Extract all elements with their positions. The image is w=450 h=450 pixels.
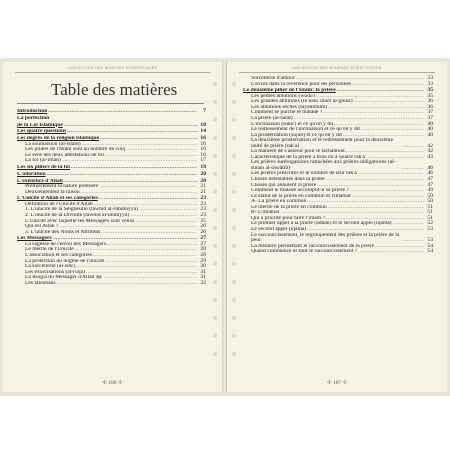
toc-entry-title: La prière (al-salât) [251, 116, 293, 122]
toc-entry-title: Choses détestables dans la prière [251, 177, 325, 183]
toc-entry-title: B- L'imamat [251, 210, 280, 216]
toc-entry-page: 50 [427, 198, 433, 205]
toc-entry-title: Les ablutions sèches (tayammum) [251, 104, 328, 110]
page-number: 187 [332, 380, 342, 386]
header-rule [239, 72, 435, 73]
toc-entry-title: Qui est Allah ? [25, 224, 59, 230]
toc-entry-title: Les degrés de la religion islamique [17, 136, 100, 142]
toc-entry-title: Les exorcisations (al-ruqâ) [25, 269, 85, 275]
toc-left [17, 108, 206, 286]
toc-entry-title: 1. L'unicité de la Seigneurie (tawhîd al-rubûbiyya) [25, 207, 139, 213]
ornament-border-icon: ❁ ❁ ❁ ❁ ❁ ❁ ❁ ❁ ❁ ❁ ❁ ❁ ❁ ❁ ❁ ❁ [231, 82, 237, 358]
toc-entry-page: 18 [200, 164, 206, 171]
dot-leader [47, 172, 197, 178]
dot-leader [48, 109, 197, 115]
toc-entry-title: Quand commence et finit le raccourcissement ? [251, 249, 358, 255]
toc-entry-page: 31 [200, 274, 206, 281]
toc-entry-page: 28 [200, 252, 206, 258]
toc-entry [17, 190, 206, 196]
toc-entry-page: 54 [427, 242, 433, 249]
toc-entry-title: Comment se purifie le malade ? [251, 110, 323, 116]
toc-entry-page: 31 [200, 268, 206, 275]
toc-entry-title: Caractéristique de la prière à trois ou à quatre rak'a [251, 154, 365, 160]
toc-entry-page: 27 [200, 235, 206, 242]
toc-entry-page: 23 [200, 200, 206, 207]
toc-entry-title: Le redressement de l'inclinaison et ce qu'on y dit [251, 127, 360, 133]
page-number-right [227, 380, 447, 386]
toc-entry [17, 172, 206, 178]
toc-entry-title: Le deuxième pilier de l'Islam: la prière [243, 88, 336, 94]
toc-entry-title: La manière de s'asseoir pour le tachahhud [251, 149, 345, 155]
toc-entry-title: Le premier appel à la prière (adhân) et le second appel (iqâma) [251, 221, 392, 227]
toc-entry-title: Les quatre questions [17, 129, 67, 135]
toc-entry-title: L'existence d'Allah [17, 178, 63, 184]
ornament-icon: ✤ [102, 380, 107, 386]
toc-entry-page: 47 [427, 176, 433, 183]
toc-entry-page: 46 [427, 170, 433, 177]
toc-entry [243, 249, 433, 255]
toc-entry-title: Deuxièmement la raison [25, 189, 80, 195]
toc-entry-page: 51 [427, 209, 433, 216]
toc-entry-page: 50 [427, 192, 433, 199]
toc-entry-title: La Ruqya du Messager d'Allah ﷺ [25, 275, 103, 281]
toc-entry-title: L'association et ses catégories [25, 253, 93, 258]
toc-entry-page: 33 [427, 75, 433, 81]
dot-leader [62, 158, 197, 164]
toc-entry-title: La deuxième prosternation et le redressement pour la deuxième unité de prière (rak'a) [251, 137, 393, 149]
toc-entry-title: A- La prière en commun [251, 199, 307, 205]
toc-entry-title: La sagesse de l'envoi des Messagers [25, 241, 107, 247]
toc-entry-page: 16 [200, 140, 206, 147]
toc-entry-title: de la Loi Islamique [17, 122, 63, 128]
toc-entry-page: 28 [200, 246, 206, 253]
toc-entry-title: Les piliers de l'Islam sont au nombre de cinq [25, 147, 126, 153]
toc-entry-page: 42 [427, 142, 433, 149]
toc-entry-title: La protection du dogme de l'unicité [25, 258, 105, 264]
toc-entry-title: L'adoration [17, 171, 46, 177]
toc-entry-title: Le statut de la prière en commun et l'imamat [251, 193, 351, 199]
toc-entry-title: Le sens des deux attestations de foi [25, 152, 104, 158]
toc-entry-page: 37 [427, 115, 433, 122]
dot-leader [81, 190, 197, 196]
toc-entry-page: 36 [427, 103, 433, 110]
toc-entry-title: Le mérite de l'Unicité [25, 247, 74, 253]
toc-entry-page: 53 [427, 237, 433, 244]
toc-entry-page: 46 [427, 164, 433, 171]
toc-entry-title: 2. L'unicité de la Divinité (tawhîd al-ulûhiyya) [25, 212, 130, 218]
toc-entry-page: 23 [200, 195, 206, 202]
toc-entry-page: 40 [427, 120, 433, 127]
toc-entry-page: 23 [200, 206, 206, 213]
toc-entry [243, 82, 433, 88]
page-title: Table des matières [51, 80, 178, 99]
toc-entry-page: 21 [200, 188, 206, 195]
toc-entry-title: La foi (al-îmân) [25, 158, 61, 164]
ornament-border-icon: ❁ ❁ ❁ ❁ ❁ ❁ ❁ ❁ ❁ ❁ ❁ ❁ ❁ ❁ ❁ ❁ [212, 82, 218, 358]
toc-entry-page: 21 [200, 183, 206, 190]
toc-entry [17, 165, 206, 171]
toc-entry-page: 17 [200, 157, 206, 164]
toc-entry-title: Le raccourcissement, le regroupement des prières et la prière de la peur [251, 231, 400, 244]
toc-entry-page: 36 [427, 98, 433, 105]
toc-entry-page: 51 [427, 203, 433, 210]
toc-entry-page: 20 [200, 170, 206, 177]
toc-entry-title: Premièrement la nature première [25, 184, 99, 190]
toc-entry-title: L'Unicité d'Allah et ses catégories [17, 196, 98, 202]
toc-entry-page: 26 [200, 223, 206, 230]
toc-entry [17, 230, 206, 236]
ornament-icon: ✤ [342, 380, 348, 386]
toc-entry-page: 53 [427, 225, 433, 232]
toc-entry-page: 43 [427, 153, 433, 160]
toc-entry [17, 123, 206, 129]
toc-entry-page: 49 [427, 187, 433, 194]
toc-entry-page: 20 [200, 177, 206, 184]
toc-entry-title: Le second appel (iqâma) [251, 226, 307, 232]
dot-leader [64, 123, 197, 129]
toc-entry-page: 42 [427, 148, 433, 155]
page-number: 186 [108, 380, 117, 386]
toc-entry-title: Les Messagers [17, 236, 52, 242]
toc-entry-page: 16 [200, 151, 206, 158]
toc-entry-title: Les grandes ablutions (le bain rituel al-ghusl) [251, 99, 353, 105]
toc-entry-page: 37 [427, 109, 433, 116]
toc-entry-title: La sorcellerie (al-sihr) [25, 264, 76, 270]
toc-entry-page: 16 [200, 146, 206, 153]
toc-entry [243, 233, 433, 244]
toc-entry-page: 40 [427, 126, 433, 133]
right-page [226, 62, 447, 392]
toc-entry-page: 33 [427, 80, 433, 87]
toc-entry [243, 138, 433, 149]
toc-entry-page: 26 [200, 228, 206, 235]
toc-entry-title: Qui a priorité pour faire l'imam ? [251, 215, 326, 221]
toc-entry-title: Les petites ablutions (wudû') [251, 93, 316, 99]
toc-entry-page: 32 [200, 279, 206, 286]
dot-leader [57, 281, 197, 287]
toc-entry-page: 10 [200, 121, 206, 128]
toc-entry-title: L'excès dans la révérence pour les personnes [251, 81, 352, 87]
toc-entry [17, 158, 206, 164]
toc-entry-page: 25 [200, 217, 206, 224]
left-page [3, 62, 223, 392]
toc-entry-page: 29 [200, 257, 206, 264]
dot-leader [352, 82, 424, 88]
toc-entry-title: L'Unicité avec laquelle les Messagers sont venus [25, 218, 135, 224]
toc-entry-page: 14 [200, 128, 206, 135]
toc-entry-page: 30 [200, 263, 206, 270]
ornament-icon: ✤ [326, 380, 332, 386]
toc-entry-page: 27 [200, 240, 206, 247]
toc-entry [17, 281, 206, 287]
toc-entry-page: 52 [427, 220, 433, 227]
toc-entry-title: La perfection [17, 115, 50, 121]
page-number-left [3, 380, 222, 386]
toc-entry-page: 23 [200, 211, 206, 218]
toc-entry-title: Introduction [17, 109, 48, 115]
toc-entry-title: Le mérite de la prière en commun [251, 204, 327, 210]
running-header-left: COLLECTION DES BOURSES SCIENTIFIQUES [67, 66, 158, 70]
toc-entry-title: Les prières prescrites et le nombre de leur rak'a [251, 171, 357, 177]
toc-entry [17, 109, 206, 115]
toc-entry-page: 35 [427, 92, 433, 99]
toc-entry [17, 116, 206, 122]
toc-entry-title: Choses qui annulent la prière [251, 182, 317, 188]
toc-entry-title: Les six piliers de la foi [17, 165, 70, 171]
toc-entry [243, 160, 433, 171]
toc-entry-page: 47 [427, 181, 433, 188]
toc-entry-page: 35 [427, 87, 433, 94]
header-rule [15, 72, 210, 73]
title-rule [17, 103, 204, 104]
toc-entry-page: 7 [203, 108, 206, 115]
dot-leader [101, 230, 197, 236]
toc-entry-title: La soumission (al-islâm) [25, 141, 81, 147]
toc-entry [17, 129, 206, 135]
toc-entry-page: 54 [427, 248, 433, 255]
toc-entry-title: Les talismans [25, 280, 56, 286]
toc-right [243, 76, 433, 255]
dot-leader [67, 129, 197, 135]
toc-entry-title: Comment le malade accomplit-il sa prière ? [251, 188, 349, 194]
toc-entry-page: 40 [427, 131, 433, 138]
running-header-right: COLLECTION DES BOURSES SCIENTIFIQUES [292, 66, 382, 70]
toc-entry-title: La prosternation (sujûd) et ce qu'on y dit [251, 132, 342, 138]
ornament-icon: ✤ [118, 380, 123, 386]
toc-entry-title: L'inclinaison (rukû') et ce qu'on y dit [251, 121, 334, 127]
toc-entry-title: Sorcellerie d'amour [251, 76, 295, 81]
toc-entry-title: Définition de l'Unicité d'Allah [25, 201, 93, 207]
toc-entry-title: Les prières surérogatoires rattachées aux prières obligatoires (al-sunan al-rawâtib) [251, 159, 396, 171]
toc-entry-page: 51 [427, 214, 433, 221]
toc-entry-title: 3. L'unicité des Noms et Attributs [25, 229, 101, 235]
dot-leader [358, 249, 424, 255]
toc-entry-page: 16 [200, 135, 206, 142]
dot-leader [71, 165, 197, 171]
toc-entry-title: La distance permettant le raccourcissement de la prière [251, 243, 375, 249]
